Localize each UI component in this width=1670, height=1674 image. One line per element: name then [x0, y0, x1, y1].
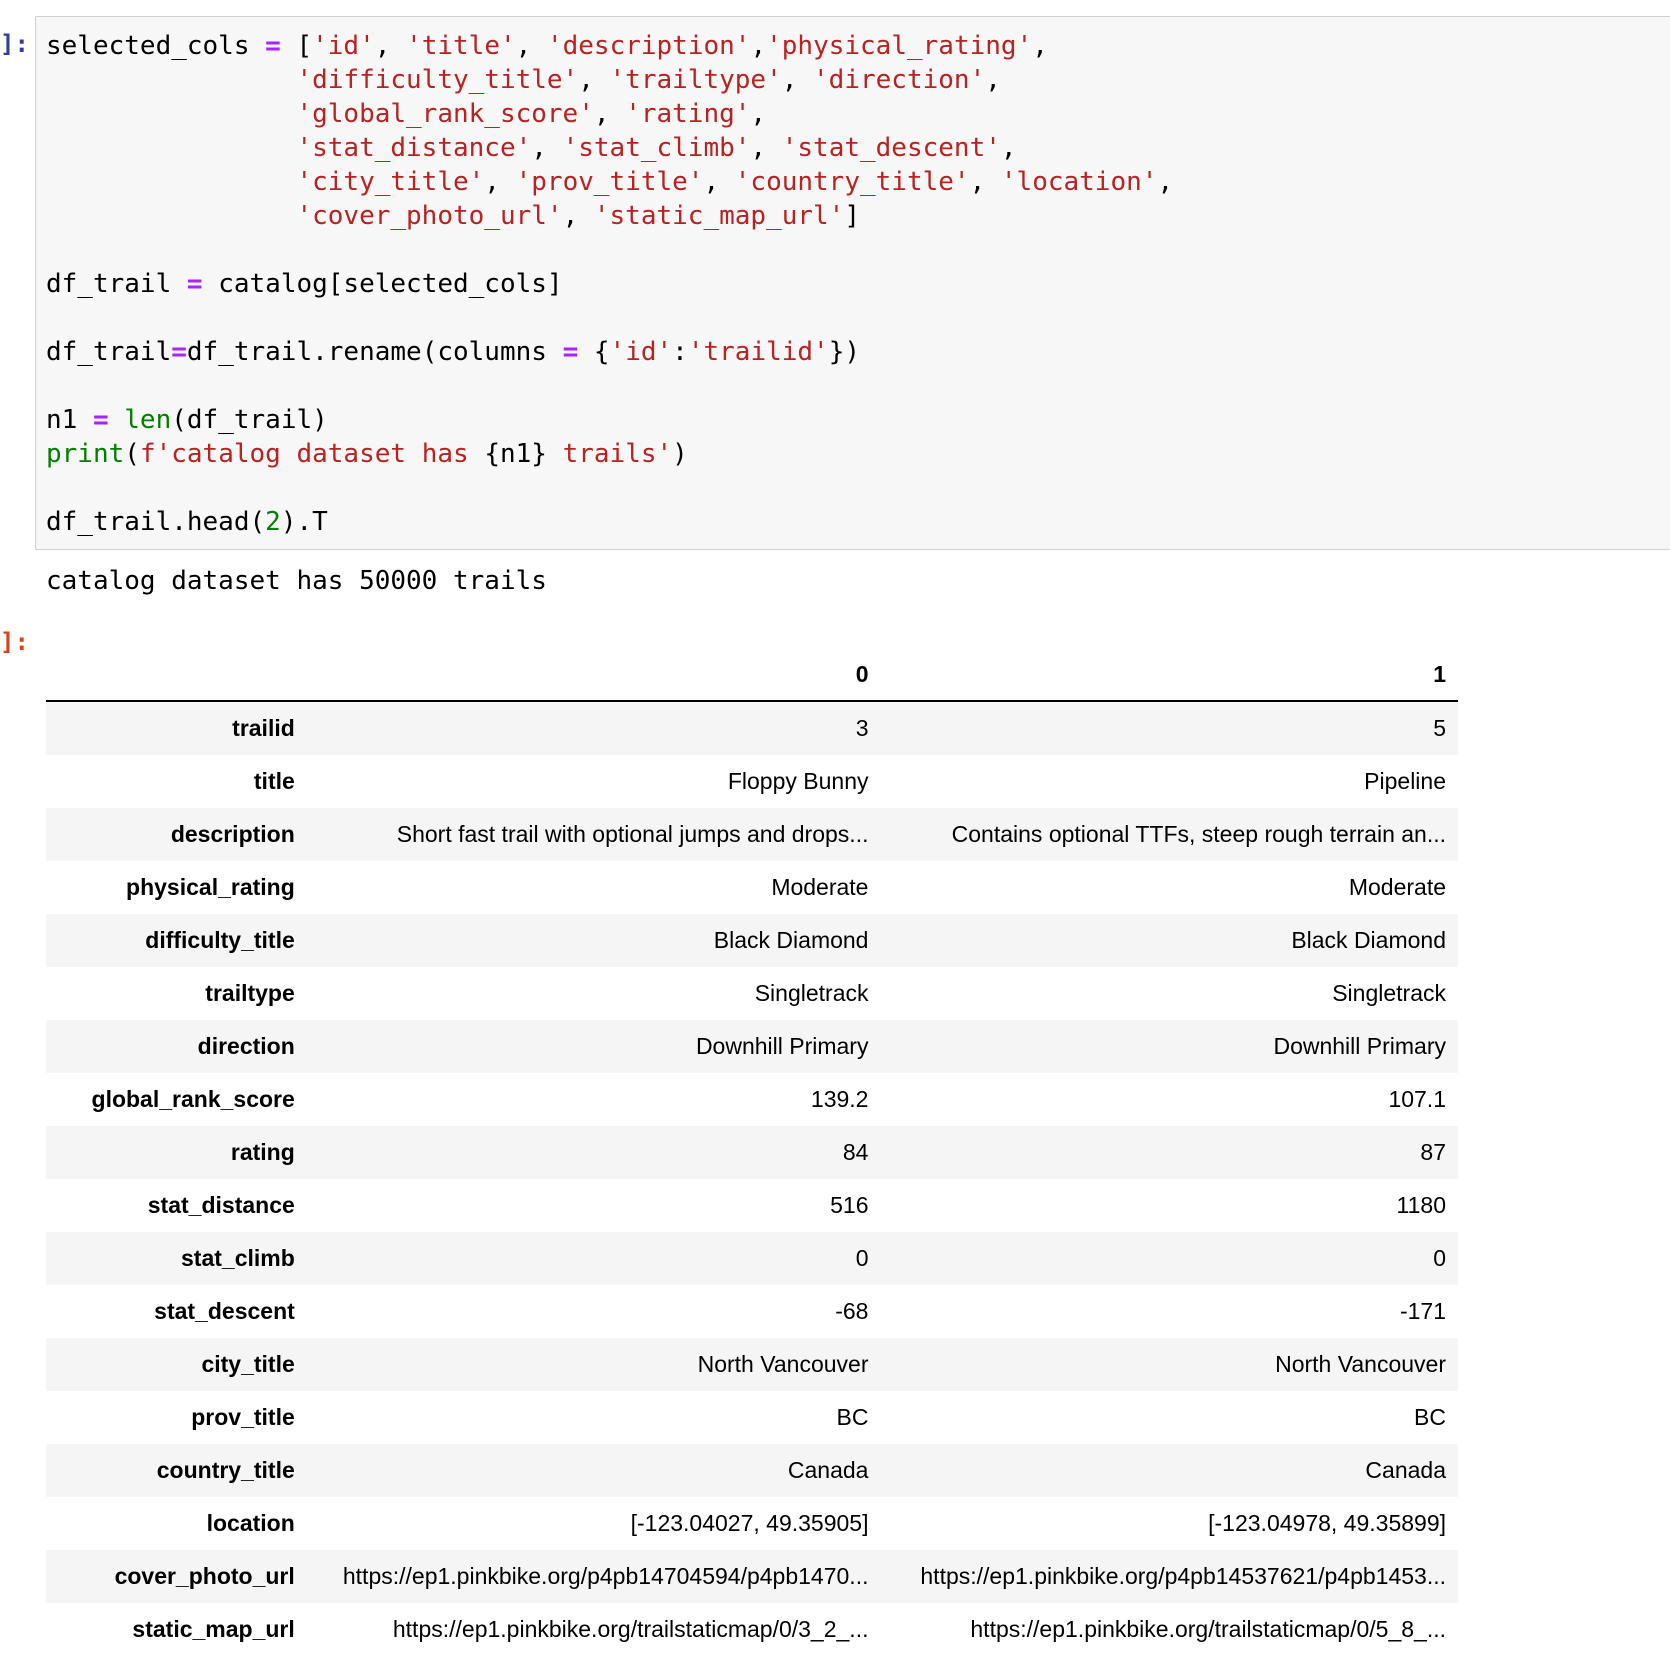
table-cell: 107.1: [1388, 1086, 1446, 1112]
code-token: 'title': [406, 31, 516, 61]
table-row: [46, 914, 1458, 967]
code-lines: [46, 29, 1173, 539]
code-token: 2: [265, 507, 281, 537]
input-prompt: ]:: [0, 30, 29, 58]
code-token: [46, 201, 296, 231]
code-token: [46, 99, 296, 129]
table-cell: Downhill Primary: [695, 1033, 869, 1059]
code-token: 'prov_title': [515, 167, 704, 197]
code-line: [46, 403, 1173, 437]
code-token: ]: [844, 201, 860, 231]
row-label: cover_photo_url: [114, 1563, 295, 1589]
code-token: [46, 65, 296, 95]
table-row: [46, 861, 1458, 914]
code-token: ,: [484, 167, 516, 197]
code-token: df_trail: [46, 337, 172, 367]
code-token: 'id': [312, 31, 375, 61]
table-row: [46, 1073, 1458, 1126]
code-token: [109, 405, 125, 435]
table-row: [46, 1232, 1458, 1285]
row-label: physical_rating: [126, 874, 295, 900]
code-token: =: [92, 405, 109, 435]
code-token: ,: [562, 201, 594, 231]
table-cell: Moderate: [1348, 874, 1446, 900]
table-cell: Contains optional TTFs, steep rough terrain an...: [951, 821, 1446, 847]
table-cell: 1180: [1396, 1192, 1446, 1218]
row-label: description: [170, 821, 295, 847]
row-label: static_map_url: [132, 1616, 295, 1642]
stdout-output: catalog dataset has 50000 trails: [46, 566, 547, 596]
table-corner-header: [46, 648, 307, 701]
table-cell: [-123.04978, 49.35899]: [1208, 1510, 1446, 1536]
code-line: [46, 63, 1173, 97]
code-token: ,: [515, 31, 547, 61]
table-row: [46, 1550, 1458, 1603]
code-token: 'global_rank_score': [296, 99, 594, 129]
code-token: print: [46, 439, 125, 469]
code-token: ,: [1032, 31, 1048, 61]
code-token: 'description': [546, 31, 751, 61]
row-label: trailtype: [205, 980, 295, 1006]
code-token: 'direction': [813, 65, 986, 95]
table-cell: Floppy Bunny: [727, 768, 869, 794]
code-token: ,: [593, 99, 626, 129]
row-label: difficulty_title: [145, 927, 295, 953]
table-cell: -68: [835, 1298, 869, 1324]
code-line: [46, 97, 1173, 131]
table-cell: https://ep1.pinkbike.org/trailstaticmap/0/5_8_...: [970, 1616, 1446, 1642]
row-label: prov_title: [191, 1404, 295, 1430]
code-token: ,: [703, 167, 735, 197]
code-token: }): [828, 337, 861, 367]
code-cell-editor[interactable]: [35, 16, 1670, 550]
row-label: city_title: [201, 1351, 295, 1377]
code-token: ,: [781, 65, 814, 95]
code-token: df_trail.rename(columns: [186, 337, 563, 367]
table-cell: 0: [1433, 1245, 1446, 1271]
code-line: [46, 131, 1173, 165]
code-token: {: [578, 337, 610, 367]
code-token: ,: [750, 133, 782, 163]
code-token: selected_cols: [46, 31, 266, 61]
code-token: ): [672, 439, 688, 469]
table-row: [46, 1444, 1458, 1497]
table-cell: 516: [830, 1192, 869, 1218]
code-token: ,: [578, 65, 610, 95]
row-label: title: [253, 768, 295, 794]
table-cell: Pipeline: [1364, 768, 1446, 794]
code-token: n1: [46, 405, 93, 435]
code-token: 'static_map_url': [593, 201, 845, 231]
table-cell: 87: [1420, 1139, 1446, 1165]
code-token: catalog[selected_cols]: [202, 269, 563, 299]
code-token: 'country_title': [734, 167, 970, 197]
table-cell: 0: [855, 1245, 869, 1271]
code-token: =: [186, 269, 203, 299]
table-row: [46, 1497, 1458, 1550]
table-cell: Black Diamond: [713, 927, 869, 953]
code-token: 'stat_descent': [781, 133, 1001, 163]
table-cell: BC: [1414, 1404, 1446, 1430]
code-token: ,: [374, 31, 407, 61]
code-token: :: [672, 337, 688, 367]
table-cell: Canada: [787, 1457, 869, 1483]
table-cell: Singletrack: [754, 980, 869, 1006]
table-row: [46, 1020, 1458, 1073]
code-line: [46, 335, 1173, 369]
code-token: 'id': [609, 337, 673, 367]
code-token: 'stat_climb': [562, 133, 751, 163]
code-token: trails': [546, 439, 673, 469]
table-body: [46, 701, 1458, 1656]
table-cell: 5: [1433, 715, 1446, 741]
row-label: direction: [197, 1033, 295, 1059]
table-row: [46, 1179, 1458, 1232]
table-row: [46, 967, 1458, 1020]
code-token: {n1}: [484, 439, 547, 469]
code-token: =: [171, 337, 187, 367]
row-label: rating: [230, 1139, 295, 1165]
code-line: [46, 233, 1173, 267]
table-row: [46, 755, 1458, 808]
table-row: [46, 701, 1458, 755]
code-token: (df_trail): [171, 405, 328, 435]
code-token: =: [265, 31, 281, 61]
column-header-1: 1: [880, 648, 1458, 701]
table-row: [46, 1603, 1458, 1656]
table-row: [46, 1338, 1458, 1391]
code-token: ,: [531, 133, 563, 163]
table-cell: North Vancouver: [697, 1351, 869, 1377]
table-cell: Singletrack: [1332, 980, 1446, 1006]
row-label: location: [206, 1510, 295, 1536]
code-token: ,: [1000, 133, 1017, 163]
code-line: [46, 369, 1173, 403]
column-header-0: 0: [307, 648, 881, 701]
table-row: [46, 1285, 1458, 1338]
code-token: =: [562, 337, 579, 367]
code-line: [46, 267, 1173, 301]
row-label: stat_climb: [181, 1245, 295, 1271]
code-line: [46, 165, 1173, 199]
table-cell: https://ep1.pinkbike.org/trailstaticmap/0/3_2_...: [392, 1616, 869, 1642]
table-cell: https://ep1.pinkbike.org/p4pb14704594/p4pb1470...: [342, 1563, 869, 1589]
code-token: [46, 167, 296, 197]
code-token: df_trail: [46, 269, 187, 299]
code-line: [46, 505, 1173, 539]
code-token: (: [124, 439, 140, 469]
row-label: country_title: [156, 1457, 295, 1483]
code-token: 'physical_rating': [766, 31, 1033, 61]
code-token: [46, 133, 296, 163]
code-token: 'cover_photo_url': [296, 201, 563, 231]
code-token: ).T: [280, 507, 328, 537]
code-line: [46, 437, 1173, 471]
row-label: stat_descent: [154, 1298, 295, 1324]
table-cell: Short fast trail with optional jumps and drops...: [396, 821, 869, 847]
code-line: [46, 29, 1173, 63]
row-label: trailid: [232, 715, 295, 741]
code-token: f'catalog dataset has: [139, 439, 485, 469]
code-line: [46, 301, 1173, 335]
code-token: 'location': [1000, 167, 1158, 197]
code-token: ,: [985, 65, 1001, 95]
code-token: ,: [750, 99, 767, 129]
code-token: ,: [1157, 167, 1174, 197]
code-token: 'difficulty_title': [296, 65, 579, 95]
table-row: [46, 808, 1458, 861]
table-row: [46, 1126, 1458, 1179]
table-header-row: [46, 648, 1458, 701]
table-cell: 84: [842, 1139, 869, 1165]
dataframe-table: [46, 648, 1458, 1656]
row-label: stat_distance: [147, 1192, 295, 1218]
output-prompt: ]:: [0, 628, 29, 656]
table-cell: Canada: [1365, 1457, 1446, 1483]
table-cell: [-123.04027, 49.35905]: [630, 1510, 869, 1536]
table-cell: Moderate: [771, 874, 869, 900]
code-token: ,: [969, 167, 1001, 197]
code-token: 'rating': [625, 99, 751, 129]
table-cell: -171: [1399, 1298, 1446, 1324]
table-cell: North Vancouver: [1275, 1351, 1446, 1377]
code-token: 'stat_distance': [296, 133, 532, 163]
table-cell: BC: [836, 1404, 869, 1430]
table-cell: Downhill Primary: [1273, 1033, 1446, 1059]
table-cell: 139.2: [810, 1086, 869, 1112]
table-cell: https://ep1.pinkbike.org/p4pb14537621/p4pb1453...: [920, 1563, 1446, 1589]
table-cell: 3: [855, 715, 869, 741]
code-line: [46, 199, 1173, 233]
table-cell: Black Diamond: [1291, 927, 1446, 953]
code-token: 'city_title': [296, 167, 485, 197]
code-line: [46, 471, 1173, 505]
row-label: global_rank_score: [91, 1086, 295, 1112]
code-token: [: [280, 31, 313, 61]
code-token: ,: [750, 31, 767, 61]
table-row: [46, 1391, 1458, 1444]
code-token: 'trailtype': [609, 65, 782, 95]
code-token: 'trailid': [687, 337, 829, 367]
code-token: df_trail.head(: [46, 507, 266, 537]
code-token: len: [124, 405, 172, 435]
